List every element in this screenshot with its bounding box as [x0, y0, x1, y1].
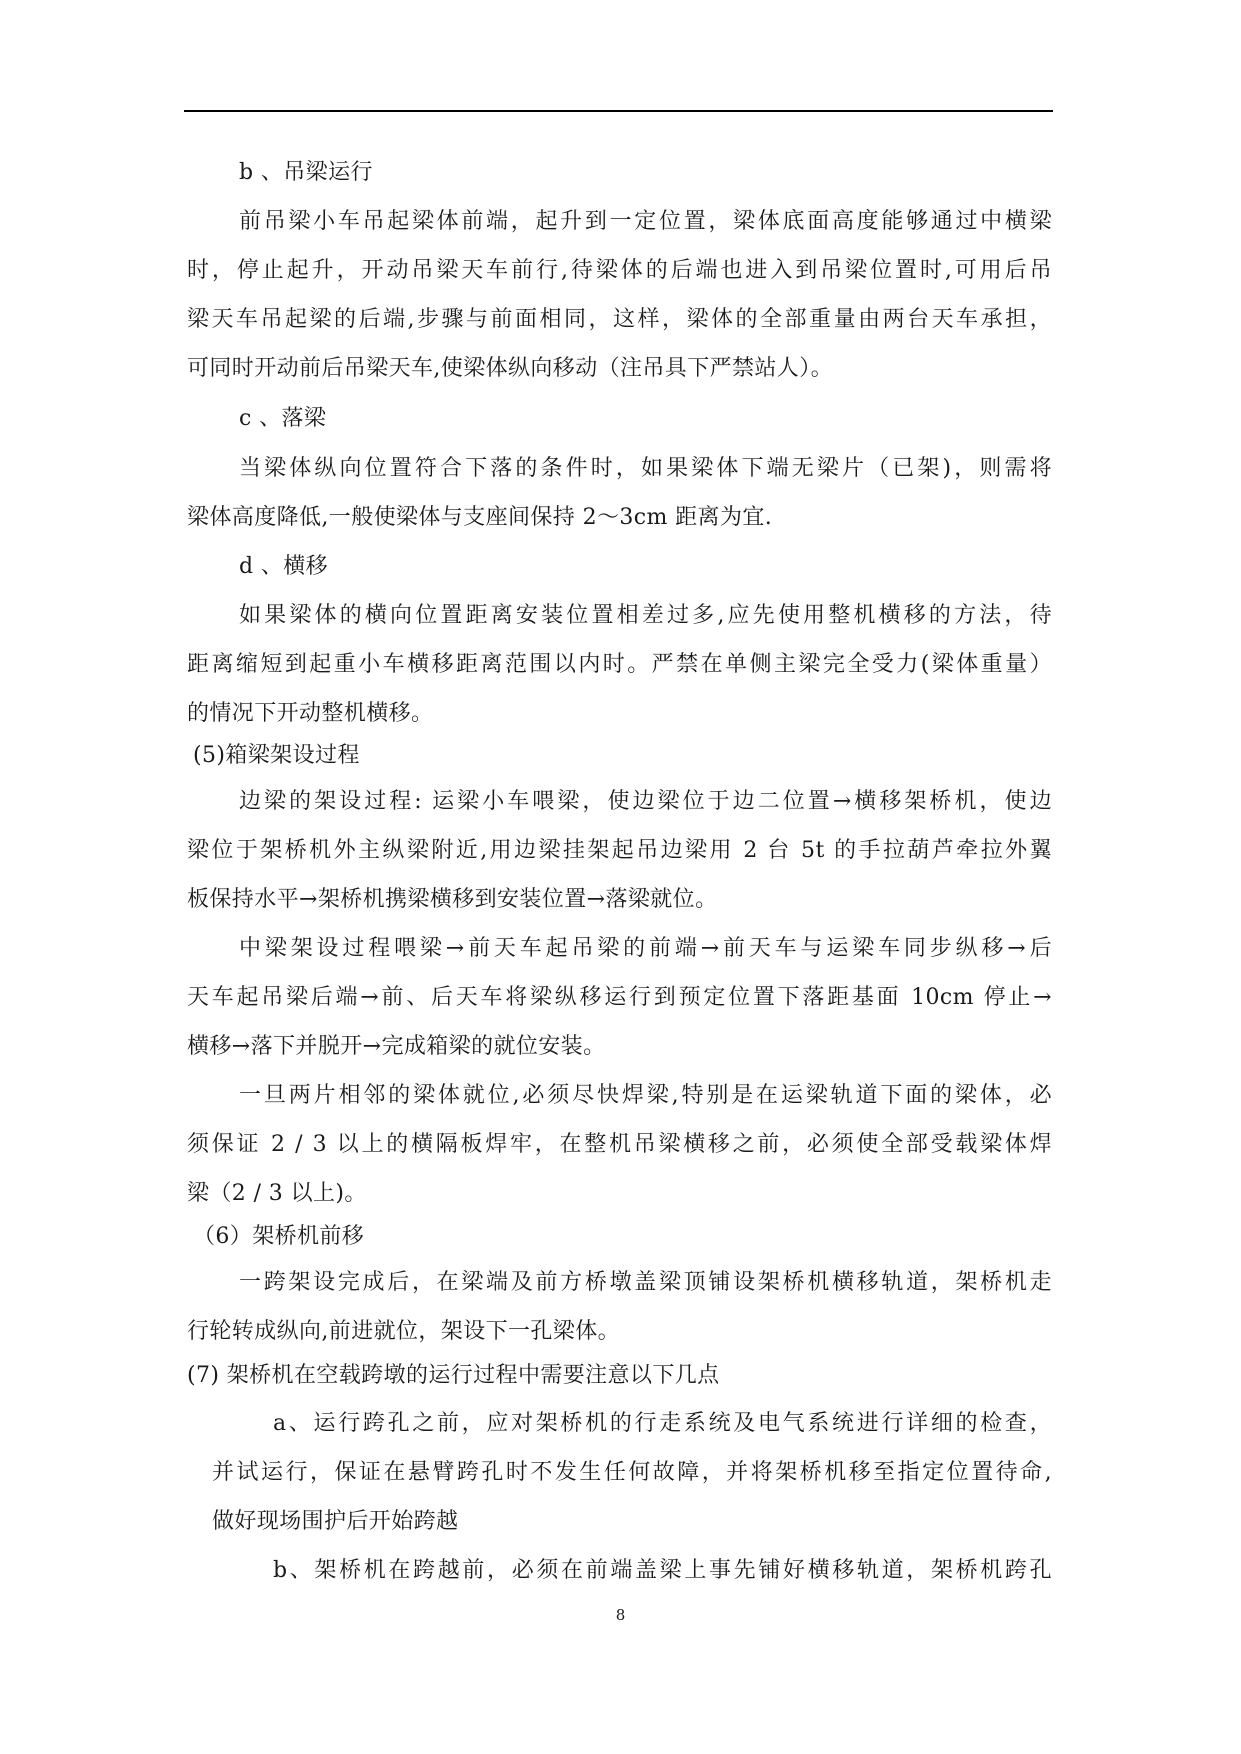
paragraph-line: 横移→落下并脱开→完成箱梁的就位安装。 — [187, 1034, 606, 1059]
paragraph-line: 并试运行，保证在悬臂跨孔时不发生任何故障，并将架桥机移至指定位置待命, — [212, 1460, 1052, 1485]
heading-c-lowering: c 、落梁 — [239, 406, 327, 431]
page-number: 8 — [615, 1606, 626, 1624]
paragraph-line: 梁位于架桥机外主纵梁附近,用边梁挂架起吊边梁用 2 台 5t 的手拉葫芦牵拉外翼 — [187, 838, 1052, 863]
paragraph-line: 梁（2 / 3 以上)。 — [187, 1181, 367, 1206]
paragraph-line: 梁天车吊起梁的后端,步骤与前面相同，这样，梁体的全部重量由两台天车承担， — [187, 307, 1052, 332]
heading-d-traverse: d 、横移 — [239, 554, 329, 579]
header-rule — [184, 110, 1053, 112]
paragraph-line: 前吊梁小车吊起梁体前端，起升到一定位置，梁体底面高度能够通过中横梁 — [239, 209, 1052, 234]
paragraph-line: 如果梁体的横向位置距离安装位置相差过多,应先使用整机横移的方法，待 — [239, 603, 1052, 628]
paragraph-line: 须保证 2 / 3 以上的横隔板焊牢，在整机吊梁横移之前，必须使全部受载梁体焊 — [187, 1132, 1052, 1157]
paragraph-line: b、架桥机在跨越前，必须在前端盖梁上事先铺好横移轨道，架桥机跨孔 — [273, 1558, 1052, 1583]
paragraph-line: 时，停止起升，开动吊梁天车前行,待梁体的后端也进入到吊梁位置时,可用后吊 — [187, 258, 1052, 283]
section-heading-5: (5)箱梁架设过程 — [193, 743, 360, 768]
paragraph-line: 行轮转成纵向,前进就位，架设下一孔梁体。 — [187, 1319, 620, 1344]
paragraph-line: 梁体高度降低,一般使梁体与支座间保持 2～3cm 距离为宜. — [187, 505, 773, 530]
section-heading-6: （6）架桥机前移 — [193, 1224, 365, 1249]
paragraph-line: 板保持水平→架桥机携梁横移到安装位置→落梁就位。 — [187, 887, 718, 912]
paragraph-line: 可同时开动前后吊梁天车,使梁体纵向移动（注吊具下严禁站人）。 — [187, 356, 833, 381]
paragraph-line: 一旦两片相邻的梁体就位,必须尽快焊梁,特别是在运梁轨道下面的梁体，必 — [239, 1083, 1052, 1108]
section-heading-7: (7) 架桥机在空载跨墩的运行过程中需要注意以下几点 — [187, 1363, 720, 1388]
heading-b-hoisting: b 、吊梁运行 — [239, 160, 373, 185]
paragraph-line: 边梁的架设过程: 运梁小车喂梁，使边梁位于边二位置→横移架桥机，使边 — [239, 789, 1052, 814]
paragraph-line: 的情况下开动整机横移。 — [187, 701, 434, 726]
paragraph-line: 一跨架设完成后，在梁端及前方桥墩盖梁顶铺设架桥机横移轨道，架桥机走 — [239, 1270, 1052, 1295]
paragraph-line: 中梁架设过程喂梁→前天车起吊梁的前端→前天车与运梁车同步纵移→后 — [239, 936, 1052, 961]
paragraph-line: 当梁体纵向位置符合下落的条件时，如果梁体下端无梁片（已架)，则需将 — [239, 456, 1052, 481]
paragraph-line: 天车起吊梁后端→前、后天车将梁纵移运行到预定位置下落距基面 10cm 停止→ — [187, 985, 1052, 1010]
paragraph-line: 做好现场围护后开始跨越 — [212, 1509, 459, 1534]
paragraph-line: a、运行跨孔之前，应对架桥机的行走系统及电气系统进行详细的检查， — [273, 1411, 1052, 1436]
paragraph-line: 距离缩短到起重小车横移距离范围以内时。严禁在单侧主梁完全受力(梁体重量） — [187, 652, 1052, 677]
